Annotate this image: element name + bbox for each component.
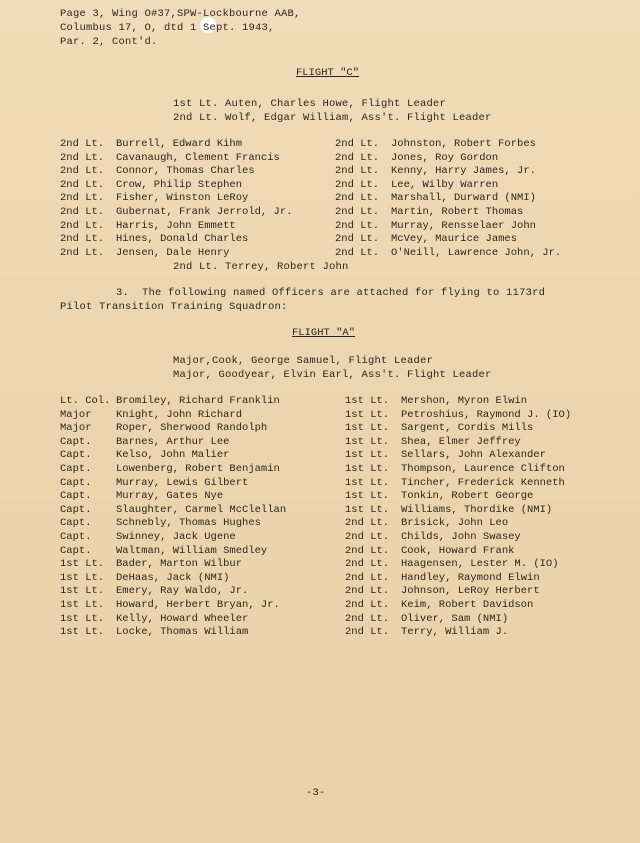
roster-name: Terry, William J. <box>401 626 509 639</box>
roster-entry <box>345 504 571 518</box>
roster-entry <box>60 613 286 627</box>
roster-name: Sargent, Cordis Mills <box>401 422 534 435</box>
roster-rank: 2nd Lt. <box>335 178 380 191</box>
roster-rank: Major <box>60 408 92 421</box>
roster-entry <box>60 152 292 166</box>
roster-rank: Capt. <box>60 544 92 557</box>
roster-name: Marshall, Durward (NMI) <box>391 192 536 205</box>
roster-rank: 1st Lt. <box>345 408 390 421</box>
roster-rank: 2nd Lt. <box>60 178 105 191</box>
roster-name: Waltman, William Smedley <box>116 544 268 557</box>
roster-entry <box>335 247 561 261</box>
roster-rank: 1st Lt. <box>345 462 390 475</box>
roster-rank: 1st Lt. <box>60 571 105 584</box>
roster-entry <box>60 220 292 234</box>
roster-name: Johnson, LeRoy Herbert <box>401 585 540 598</box>
roster-entry <box>60 463 286 477</box>
roster-entry <box>335 165 561 179</box>
roster-name: Fisher, Winston LeRoy <box>116 192 249 205</box>
roster-entry <box>60 504 286 518</box>
flight-c-title: FLIGHT "C" <box>296 67 360 79</box>
roster-rank: 2nd Lt. <box>335 165 380 178</box>
roster-entry <box>60 558 286 572</box>
roster-entry <box>335 192 561 206</box>
roster-rank: 2nd Lt. <box>60 151 105 164</box>
roster-rank: 1st Lt. <box>60 585 105 598</box>
roster-entry <box>60 409 286 423</box>
roster-name: Bromiley, Richard Franklin <box>116 395 280 407</box>
roster-rank: 2nd Lt. <box>60 233 105 246</box>
header-line-3: Par. 2, Cont'd. <box>60 36 158 48</box>
roster-rank: 1st Lt. <box>345 422 390 435</box>
roster-rank: 1st Lt. <box>345 490 390 503</box>
roster-rank: 1st Lt. <box>345 435 390 448</box>
roster-entry <box>60 179 292 193</box>
roster-rank: Capt. <box>60 530 92 543</box>
roster-rank: 2nd Lt. <box>345 558 390 571</box>
roster-entry <box>60 206 292 220</box>
roster-name: Hines, Donald Charles <box>116 233 249 246</box>
roster-entry <box>345 436 571 450</box>
roster-name: Haagensen, Lester M. (IO) <box>401 558 559 571</box>
roster-name: Murray, Lewis Gilbert <box>116 476 249 489</box>
roster-name: Jones, Roy Gordon <box>391 151 499 164</box>
roster-rank: 2nd Lt. <box>345 626 390 639</box>
roster-entry <box>60 165 292 179</box>
roster-entry <box>335 206 561 220</box>
roster-rank: 2nd Lt. <box>345 530 390 543</box>
roster-entry <box>345 463 571 477</box>
roster-name: Martin, Robert Thomas <box>391 205 524 218</box>
header-line-2: Columbus 17, O, dtd 1 Sept. 1943, <box>60 22 275 34</box>
roster-name: Murray, Gates Nye <box>116 490 224 503</box>
flight-a-right-list <box>345 395 571 640</box>
roster-name: Locke, Thomas William <box>116 626 249 639</box>
roster-name: Handley, Raymond Elwin <box>401 571 540 584</box>
header-line-1: Page 3, Wing O#37,SPW-Lockbourne AAB, <box>60 8 301 20</box>
roster-name: Childs, John Swasey <box>401 530 521 543</box>
roster-rank: 2nd Lt. <box>345 571 390 584</box>
roster-rank: 2nd Lt. <box>60 205 105 218</box>
paragraph-3-line-2: Pilot Transition Training Squadron: <box>60 301 288 313</box>
roster-entry <box>60 395 286 409</box>
roster-rank: 1st Lt. <box>60 626 105 639</box>
roster-name: Lowenberg, Robert Benjamin <box>116 462 280 475</box>
roster-entry <box>345 449 571 463</box>
page-number: -3- <box>306 787 326 799</box>
roster-name: Kelso, John Malier <box>116 449 230 462</box>
roster-entry <box>60 477 286 491</box>
paragraph-3-line-1: 3. The following named Officers are attached for flying to 1173rd <box>116 287 546 299</box>
roster-name: Burrell, Edward Kihm <box>116 138 243 150</box>
roster-name: Johnston, Robert Forbes <box>391 138 536 150</box>
roster-entry <box>60 138 292 152</box>
roster-entry <box>60 436 286 450</box>
roster-rank: 1st Lt. <box>60 558 105 571</box>
roster-rank: 2nd Lt. <box>335 219 380 232</box>
roster-name: Oliver, Sam (NMI) <box>401 612 509 625</box>
flight-c-leader: 1st Lt. Auten, Charles Howe, Flight Leader <box>173 98 447 110</box>
roster-rank: 2nd Lt. <box>345 612 390 625</box>
roster-entry <box>345 477 571 491</box>
roster-entry <box>60 449 286 463</box>
roster-name: Slaughter, Carmel McClellan <box>116 503 287 516</box>
roster-entry <box>60 599 286 613</box>
roster-name: McVey, Maurice James <box>391 233 518 246</box>
roster-rank: Capt. <box>60 476 92 489</box>
roster-name: Cook, Howard Frank <box>401 544 515 557</box>
roster-entry <box>345 422 571 436</box>
roster-entry <box>60 422 286 436</box>
roster-entry <box>60 585 286 599</box>
flight-a-leader: Major,Cook, George Samuel, Flight Leader <box>173 355 434 367</box>
roster-rank: 2nd Lt. <box>335 246 380 259</box>
roster-entry <box>60 233 292 247</box>
roster-name: Crow, Philip Stephen <box>116 178 243 191</box>
roster-rank: 1st Lt. <box>345 395 390 407</box>
flight-c-left-list <box>60 138 292 260</box>
roster-name: Williams, Thordike (NMI) <box>401 503 553 516</box>
roster-entry <box>345 626 571 640</box>
roster-entry <box>60 490 286 504</box>
roster-rank: Major <box>60 422 92 435</box>
roster-entry <box>335 152 561 166</box>
roster-entry <box>345 531 571 545</box>
roster-name: Knight, John Richard <box>116 408 243 421</box>
roster-name: Barnes, Arthur Lee <box>116 435 230 448</box>
roster-rank: Capt. <box>60 435 92 448</box>
roster-entry <box>345 545 571 559</box>
roster-name: Brisick, John Leo <box>401 517 509 530</box>
roster-entry <box>345 558 571 572</box>
roster-entry <box>345 599 571 613</box>
roster-rank: 2nd Lt. <box>335 151 380 164</box>
roster-name: O'Neill, Lawrence John, Jr. <box>391 246 562 259</box>
roster-name: Gubernat, Frank Jerrold, Jr. <box>116 205 293 218</box>
roster-entry <box>345 517 571 531</box>
roster-entry <box>345 409 571 423</box>
roster-entry <box>60 572 286 586</box>
roster-rank: 2nd Lt. <box>60 138 105 150</box>
roster-rank: Capt. <box>60 462 92 475</box>
roster-rank: 1st Lt. <box>60 598 105 611</box>
roster-rank: 1st Lt. <box>345 449 390 462</box>
roster-entry <box>60 247 292 261</box>
flight-a-asst-leader: Major, Goodyear, Elvin Earl, Ass't. Flight Leader <box>173 369 492 381</box>
roster-entry <box>335 138 561 152</box>
flight-c-asst-leader: 2nd Lt. Wolf, Edgar William, Ass't. Flight Leader <box>173 112 492 124</box>
roster-rank: Capt. <box>60 503 92 516</box>
roster-entry <box>60 626 286 640</box>
roster-entry <box>335 233 561 247</box>
roster-name: Murray, Rensselaer John <box>391 219 536 232</box>
roster-entry <box>345 613 571 627</box>
roster-name: Petroshius, Raymond J. (IO) <box>401 408 572 421</box>
flight-c-last-entry: 2nd Lt. Terrey, Robert John <box>173 261 349 273</box>
roster-name: Kelly, Howard Wheeler <box>116 612 249 625</box>
roster-rank: 2nd Lt. <box>335 233 380 246</box>
roster-name: Shea, Elmer Jeffrey <box>401 435 521 448</box>
roster-rank: 2nd Lt. <box>60 246 105 259</box>
roster-rank: Capt. <box>60 517 92 530</box>
roster-name: Kenny, Harry James, Jr. <box>391 165 536 178</box>
roster-rank: 1st Lt. <box>60 612 105 625</box>
roster-entry <box>60 517 286 531</box>
roster-rank: Capt. <box>60 490 92 503</box>
roster-name: Tincher, Frederick Kenneth <box>401 476 565 489</box>
roster-name: Tonkin, Robert George <box>401 490 534 503</box>
roster-name: Bader, Marton Wilbur <box>116 558 243 571</box>
roster-name: Swinney, Jack Ugene <box>116 530 236 543</box>
roster-name: Emery, Ray Waldo, Jr. <box>116 585 249 598</box>
roster-rank: 1st Lt. <box>345 476 390 489</box>
roster-entry <box>335 179 561 193</box>
roster-rank: 2nd Lt. <box>345 544 390 557</box>
flight-a-left-list <box>60 395 286 640</box>
roster-rank: 2nd Lt. <box>335 205 380 218</box>
roster-name: Jensen, Dale Henry <box>116 246 230 259</box>
roster-rank: 1st Lt. <box>345 503 390 516</box>
roster-name: Mershon, Myron Elwin <box>401 395 528 407</box>
roster-name: Thompson, Laurence Clifton <box>401 462 565 475</box>
roster-name: Harris, John Emmett <box>116 219 236 232</box>
roster-entry <box>60 531 286 545</box>
roster-rank: Capt. <box>60 449 92 462</box>
roster-name: DeHaas, Jack (NMI) <box>116 571 230 584</box>
roster-name: Lee, Wilby Warren <box>391 178 499 191</box>
roster-entry <box>60 545 286 559</box>
roster-entry <box>335 220 561 234</box>
roster-rank: 2nd Lt. <box>60 219 105 232</box>
roster-name: Connor, Thomas Charles <box>116 165 255 178</box>
roster-rank: 2nd Lt. <box>60 165 105 178</box>
roster-name: Roper, Sherwood Randolph <box>116 422 268 435</box>
roster-rank: Lt. Col. <box>60 395 111 407</box>
roster-name: Schnebly, Thomas Hughes <box>116 517 261 530</box>
roster-entry <box>60 192 292 206</box>
roster-rank: 2nd Lt. <box>335 138 380 150</box>
roster-entry <box>345 572 571 586</box>
flight-a-title: FLIGHT "A" <box>292 327 356 339</box>
flight-c-right-list <box>335 138 561 260</box>
roster-entry <box>345 585 571 599</box>
roster-rank: 2nd Lt. <box>345 517 390 530</box>
roster-rank: 2nd Lt. <box>60 192 105 205</box>
roster-name: Howard, Herbert Bryan, Jr. <box>116 598 280 611</box>
roster-rank: 2nd Lt. <box>345 598 390 611</box>
roster-entry <box>345 490 571 504</box>
roster-rank: 2nd Lt. <box>335 192 380 205</box>
roster-name: Sellars, John Alexander <box>401 449 546 462</box>
roster-rank: 2nd Lt. <box>345 585 390 598</box>
roster-entry <box>345 395 571 409</box>
roster-name: Keim, Robert Davidson <box>401 598 534 611</box>
roster-name: Cavanaugh, Clement Francis <box>116 151 280 164</box>
